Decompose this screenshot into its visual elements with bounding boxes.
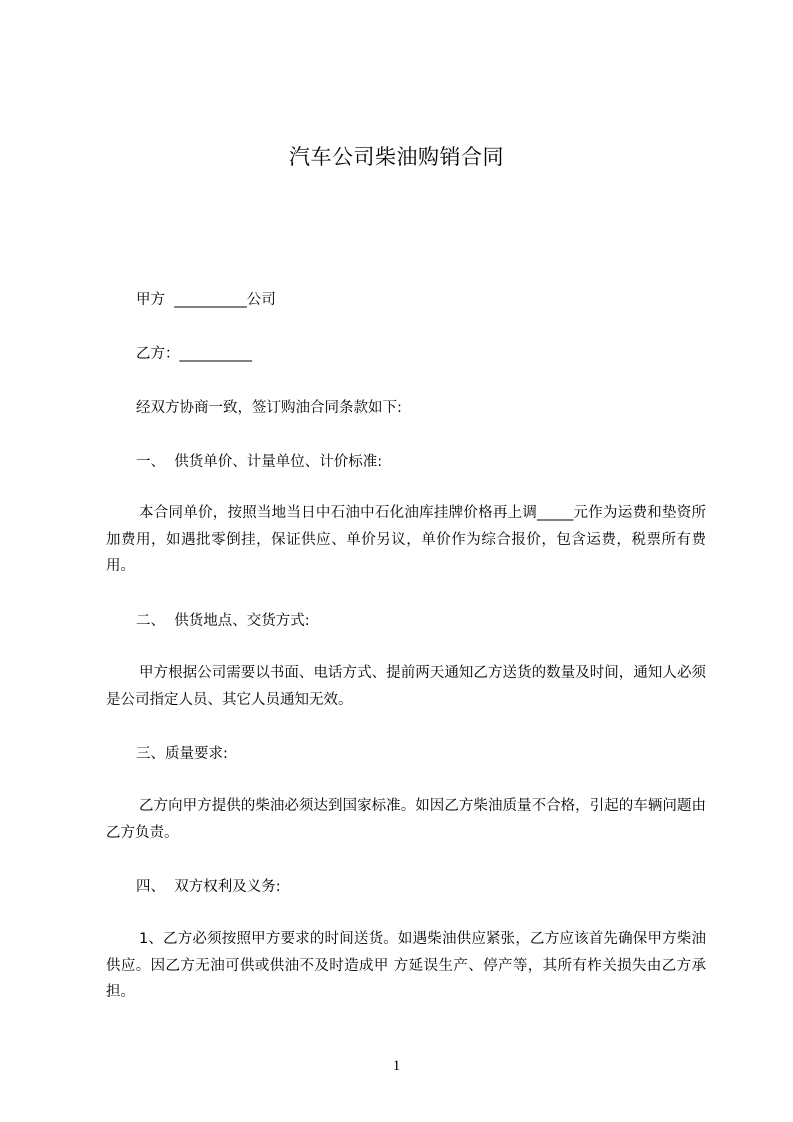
section-1-heading: 一、 供货单价、计量单位、计价标准:	[136, 454, 383, 470]
intro-text: 经双方协商一致，签订购油合同条款如下:	[136, 400, 402, 416]
document-title: 汽车公司柴油购销合同	[289, 145, 504, 169]
party-b-line: 乙方：__________	[136, 346, 252, 362]
party-a-line: 甲方 __________公司	[136, 292, 276, 308]
section-3-body: 乙方向甲方提供的柴油必须达到国家标准。如因乙方柴油质量不合格，引起的车辆问题由乙方负责。	[106, 798, 706, 841]
section-2-heading: 二、 供货地点、交货方式:	[136, 613, 310, 629]
section-3-heading: 三、质量要求:	[136, 746, 228, 762]
section-4-item-1: 1、乙方必须按照甲方要求的时间送货。如遇柴油供应紧张，乙方应该首先确保甲方柴油供应。因乙方无油可供或供油不及时造成甲 方延误生产、停产等，其所有柞关损失由乙方承担。	[106, 931, 706, 1000]
section-2-body: 甲方根据公司需要以书面、电话方式、提前两天通知乙方送货的数量及时间，通知人必须是公司指定人员、其它人员通知无效。	[106, 665, 706, 708]
section-1-body: 本合同单价，按照当地当日中石油中石化油库挂牌价格再上调_____元作为运费和垫资所加费用，如遇批零倒挂，保证供应、单价另议，单价作为综合报价，包含运费，税票所有费用。	[106, 505, 706, 574]
section-4-heading: 四、 双方权利及义务:	[136, 879, 281, 895]
page-number: 1	[392, 1058, 401, 1074]
